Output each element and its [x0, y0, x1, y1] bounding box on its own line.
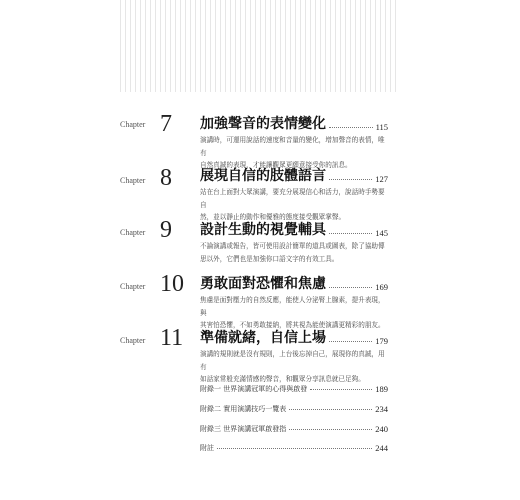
chapter-label: Chapter	[120, 176, 146, 185]
page-number: 179	[375, 336, 388, 346]
description-line: 不論演講或報告，皆可使用設計簡單的道具或圖表，除了協助傳	[200, 242, 385, 250]
toc-entry-notes[interactable]	[200, 443, 388, 453]
description-line: 如話家常般充滿情感的聲音，和觀眾分享訊息就已足夠。	[200, 375, 365, 383]
page-number: 240	[375, 424, 388, 434]
dot-leader	[329, 126, 373, 128]
page-number: 234	[375, 404, 388, 414]
appendix-title: 附註	[200, 444, 214, 452]
chapter-label: Chapter	[120, 282, 146, 291]
dot-leader	[289, 408, 372, 410]
toc-entry-appendix-3[interactable]	[200, 424, 388, 434]
toc-entry-chapter-10[interactable]	[120, 271, 388, 329]
decorative-stripes	[120, 0, 396, 92]
chapter-number: 9	[160, 217, 172, 243]
description-line: 焦慮是面對壓力的自然反應，能使人分泌腎上腺素，提升表現，與	[200, 296, 385, 317]
description-line: 其害怕恐懼，不如勇敢接納，將其視為能使演講更精彩的朋友。	[200, 321, 385, 329]
page-number: 169	[375, 282, 388, 292]
toc-entry-chapter-7[interactable]	[120, 111, 388, 169]
chapter-label: Chapter	[120, 120, 146, 129]
appendix-title: 附錄一 世界演講冠軍的心得與啟發	[200, 385, 308, 393]
page-number: 127	[375, 174, 388, 184]
description-line: 演講的規則就是沒有規則，上台後忘掉自己，展現你的真誠，用有	[200, 350, 385, 371]
dot-leader	[329, 232, 372, 234]
chapter-description	[200, 348, 388, 386]
chapter-number: 10	[160, 271, 184, 297]
chapter-title: 加強聲音的表情變化	[200, 116, 326, 132]
page-number: 189	[375, 384, 388, 394]
dot-leader	[310, 388, 372, 390]
page-number: 145	[375, 228, 388, 238]
chapter-title-row	[200, 116, 388, 132]
appendix-title: 附錄三 世界演講冠軍啟發指	[200, 425, 287, 433]
chapter-title: 設計生動的視覺輔具	[200, 222, 326, 238]
chapter-number: 11	[160, 325, 184, 351]
chapter-number: 7	[160, 111, 172, 137]
dot-leader	[289, 428, 372, 430]
chapter-title-row	[200, 276, 388, 292]
chapter-label: Chapter	[120, 336, 146, 345]
appendix-title: 附錄二 實用演講技巧一覽表	[200, 405, 287, 413]
description-line: 思以外，它們也是加強你口語文字的有效工具。	[200, 254, 339, 263]
toc-entry-appendix-1[interactable]	[200, 384, 388, 394]
dot-leader	[329, 286, 372, 288]
toc-entry-chapter-8[interactable]	[120, 164, 388, 221]
chapter-description	[200, 240, 388, 265]
chapter-title-row	[200, 330, 388, 346]
toc-entry-chapter-9[interactable]	[120, 218, 388, 264]
chapter-title: 勇敢面對恐懼和焦慮	[200, 276, 326, 292]
description-line: 然，並以靜止的動作和優雅的態度接受觀眾掌聲。	[200, 213, 346, 221]
chapter-label: Chapter	[120, 228, 146, 237]
page-number: 244	[375, 443, 388, 453]
chapter-title-row	[200, 222, 388, 238]
chapter-title: 展現自信的肢體語言	[200, 168, 326, 184]
chapter-title: 準備就緒，自信上場	[200, 330, 326, 346]
dot-leader	[329, 340, 372, 342]
toc-entry-appendix-2[interactable]	[200, 404, 388, 414]
description-line: 站在台上面對大眾演講，要充分展現信心和活力，說話時手勢要自	[200, 188, 385, 209]
dot-leader	[217, 447, 372, 449]
page-number: 115	[375, 122, 388, 132]
chapter-number: 8	[160, 165, 172, 191]
dot-leader	[329, 178, 372, 180]
chapter-title-row	[200, 168, 388, 184]
description-line: 自然真誠的表現，才能讓觀眾更願意接受你的訊息。	[200, 161, 352, 169]
description-line: 演講時，可運用說話的速度和音量的變化，增加聲音的表情，唯有	[200, 136, 385, 157]
